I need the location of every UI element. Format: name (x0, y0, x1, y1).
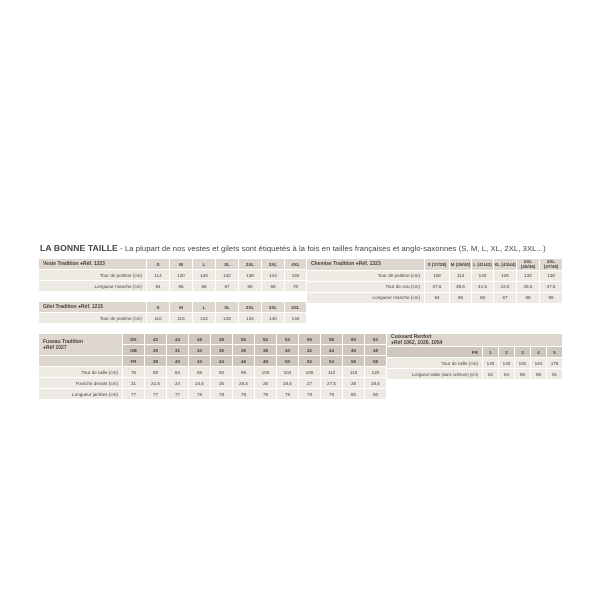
table-row (387, 369, 563, 380)
cell: 52 (299, 356, 321, 367)
row-label: Tour de poitrine (cm) (39, 270, 147, 281)
table-name: Veste Tradition (43, 261, 79, 267)
row-label: Tour de taille (cm) (387, 358, 483, 369)
col-head: 3 (515, 347, 531, 358)
cell: 138 (540, 270, 563, 281)
table-row (307, 270, 563, 281)
table-row (39, 378, 387, 389)
col-head: XL (216, 302, 239, 313)
table-cuissard-renfort (386, 333, 563, 380)
cell: 120 (170, 270, 193, 281)
cell: 108 (425, 270, 450, 281)
table-name: Chemise Tradition (311, 261, 355, 268)
table-row-header (39, 302, 307, 313)
cell: 92 (211, 367, 233, 378)
table-ref: Réf. 1215 (81, 304, 104, 310)
size-system-label: GB (123, 345, 145, 356)
table-row-header (39, 356, 387, 367)
cell: 67 (494, 292, 517, 303)
cell: 58 (365, 356, 387, 367)
cell: 28,5 (365, 378, 387, 389)
page-title-rest: - La plupart de nos vestes et gilets sont étiquetés à la fois en tailles françaises et anglo-saxonnes (S, M, L, XL, 2XL, 3XL...) (117, 244, 546, 253)
cell: 77 (145, 389, 167, 400)
table-row (387, 358, 563, 369)
row-label: Longueur totale (sans ceinture) (cm) (387, 369, 483, 380)
cell: 120 (365, 367, 387, 378)
table-gilet-tradition (38, 301, 307, 324)
cell: 28 (343, 378, 365, 389)
cell: 116 (343, 367, 365, 378)
empty-cell (39, 356, 123, 367)
cell: 47,5 (540, 281, 563, 292)
bullet-icon: ● (355, 261, 359, 268)
cell: 80 (365, 389, 387, 400)
table-ref: Réf. 1323 (83, 261, 105, 267)
cell: 120 (472, 270, 494, 281)
cell: 46 (343, 345, 365, 356)
cell: 24,5 (189, 378, 211, 389)
cell: 21,5 (145, 378, 167, 389)
left-column-top (38, 258, 306, 324)
table-row (307, 281, 563, 292)
cell: 43,5 (494, 281, 517, 292)
row-label: Longueur manche (cm) (39, 281, 147, 292)
cell: 68 (517, 292, 540, 303)
cell: 116 (170, 313, 193, 324)
cell: 146 (285, 313, 307, 324)
size-system-label: FR (387, 347, 483, 358)
bottom-row (38, 333, 562, 400)
cell: 132 (517, 270, 540, 281)
cell: 60 (343, 334, 365, 345)
cell: 150 (285, 270, 307, 281)
size-system-label: DK (123, 334, 145, 345)
col-head: S (147, 259, 170, 270)
cell: 27,5 (321, 378, 343, 389)
cell: 54 (321, 356, 343, 367)
col-head: S (147, 302, 170, 313)
cell: 77 (167, 389, 189, 400)
cell: 39,5 (450, 281, 472, 292)
cell: 68 (239, 281, 262, 292)
table-row-header (39, 334, 387, 345)
col-head: 3XL (262, 302, 285, 313)
cell: 26,5 (277, 378, 299, 389)
cell: 30 (145, 345, 167, 356)
cell: 66 (193, 281, 216, 292)
table-row (39, 313, 307, 324)
cell: 35 (211, 345, 233, 356)
cell: 25,5 (233, 378, 255, 389)
right-column-top (306, 258, 562, 304)
table-row (39, 270, 307, 281)
table-name: Fuseau Tradition (43, 338, 84, 345)
cell: 36 (233, 345, 255, 356)
table-ref: Réf 1062, 1026, 1054 (394, 340, 443, 346)
cell: 69 (540, 292, 563, 303)
cell: 152 (515, 358, 531, 369)
cell: 91 (547, 369, 563, 380)
cell: 79 (321, 389, 343, 400)
page-title (38, 243, 562, 258)
cell: 26 (255, 378, 277, 389)
col-head: S (37/38) (425, 259, 450, 271)
table-row (307, 292, 563, 303)
cell: 69 (262, 281, 285, 292)
cell: 46 (189, 334, 211, 345)
spacer (38, 292, 306, 301)
table-veste-tradition (38, 258, 307, 292)
col-head: 2XL (239, 302, 262, 313)
cell: 58 (321, 334, 343, 345)
cell: 100 (255, 367, 277, 378)
cell: 88 (189, 367, 211, 378)
cell: 38 (255, 345, 277, 356)
cell: 50 (277, 356, 299, 367)
col-head: M (170, 259, 193, 270)
cell: 48 (211, 334, 233, 345)
col-head: 2 (499, 347, 515, 358)
cell: 50 (233, 334, 255, 345)
row-label: Longueur jambes (cm) (39, 389, 123, 400)
top-row (38, 258, 562, 324)
table-title-cell (39, 302, 147, 313)
cell: 122 (193, 313, 216, 324)
table-ref: Réf 1027 (46, 344, 67, 351)
cell: 33 (189, 345, 211, 356)
cell: 126 (193, 270, 216, 281)
cell: 79 (277, 389, 299, 400)
col-head: 4XL (285, 259, 307, 270)
col-head: XL (43/44) (494, 259, 517, 271)
cell: 112 (321, 367, 343, 378)
row-label: Tour de cou (cm) (307, 281, 425, 292)
cell: 144 (262, 270, 285, 281)
table-name: Cuissard Renfort (391, 334, 432, 340)
cell: 52 (255, 334, 277, 345)
cell: 48 (365, 345, 387, 356)
cell: 42 (145, 334, 167, 345)
cell: 41,5 (472, 281, 494, 292)
cell: 54 (277, 334, 299, 345)
size-guide-sheet (38, 243, 562, 400)
cell: 25 (211, 378, 233, 389)
cell: 80 (343, 389, 365, 400)
cell: 42 (299, 345, 321, 356)
cell: 44 (167, 334, 189, 345)
table-fuseau-tradition (38, 333, 387, 400)
cell: 62 (365, 334, 387, 345)
row-label: Fourche devant (cm) (39, 378, 123, 389)
cell: 56 (299, 334, 321, 345)
cell: 80 (145, 367, 167, 378)
cell: 132 (216, 270, 239, 281)
cell: 45,5 (517, 281, 540, 292)
table-row (39, 281, 307, 292)
cell: 27 (299, 378, 321, 389)
cell: 128 (216, 313, 239, 324)
bullet-icon: ● (78, 304, 82, 310)
cell: 78 (189, 389, 211, 400)
col-head: 1 (483, 347, 499, 358)
bullet-icon: ● (79, 261, 83, 267)
table-row-header (307, 259, 563, 271)
table-chemise-tradition (306, 258, 563, 304)
cell: 64 (147, 281, 170, 292)
col-head: L (193, 259, 216, 270)
col-head: 3XL (47/48) (540, 259, 563, 271)
bullet-icon: ● (43, 344, 47, 351)
cell: 176 (547, 358, 563, 369)
cell: 64 (425, 292, 450, 303)
cell: 140 (499, 358, 515, 369)
col-head: 5 (547, 347, 563, 358)
table-row-header (39, 259, 307, 270)
cell: 48 (255, 356, 277, 367)
col-head: 2XL (45/46) (517, 259, 540, 271)
cell: 84 (499, 369, 515, 380)
cell: 44 (321, 345, 343, 356)
page-title-strong: LA BONNE TAILLE (40, 243, 118, 253)
cell: 46 (233, 356, 255, 367)
cell: 78 (211, 389, 233, 400)
cell: 79 (255, 389, 277, 400)
row-label: Tour de poitrine (cm) (39, 313, 147, 324)
table-title-cell (39, 334, 123, 356)
table-row (39, 389, 387, 400)
table-row-header (387, 334, 563, 347)
cell: 114 (147, 270, 170, 281)
cell: 38 (145, 356, 167, 367)
cell: 96 (233, 367, 255, 378)
cell: 104 (277, 367, 299, 378)
cell: 65 (170, 281, 193, 292)
cell: 40 (277, 345, 299, 356)
table-title-cell (307, 259, 425, 271)
cell: 70 (285, 281, 307, 292)
cell: 82 (483, 369, 499, 380)
cell: 56 (343, 356, 365, 367)
left-column-bottom (38, 333, 386, 400)
cell: 21 (123, 378, 145, 389)
table-name: Gilet Tradition (43, 304, 77, 310)
table-title-cell (39, 259, 147, 270)
cell: 67 (216, 281, 239, 292)
cell: 37,5 (425, 281, 450, 292)
cell: 134 (239, 313, 262, 324)
cell: 44 (211, 356, 233, 367)
bullet-icon: ● (391, 340, 395, 346)
col-head: L (193, 302, 216, 313)
cell: 114 (450, 270, 472, 281)
cell: 88 (531, 369, 547, 380)
cell: 65 (450, 292, 472, 303)
col-head: 2XL (239, 259, 262, 270)
cell: 138 (239, 270, 262, 281)
row-label: Tour de taille (cm) (39, 367, 123, 378)
table-row (39, 367, 387, 378)
cell: 126 (494, 270, 517, 281)
cell: 76 (123, 367, 145, 378)
cell: 110 (147, 313, 170, 324)
cell: 66 (472, 292, 494, 303)
table-ref: Réf. 1323 (358, 261, 381, 268)
cell: 24 (167, 378, 189, 389)
cell: 42 (189, 356, 211, 367)
cell: 77 (123, 389, 145, 400)
cell: 84 (167, 367, 189, 378)
cell: 79 (299, 389, 321, 400)
col-head: 4XL (285, 302, 307, 313)
col-head: L (41/42) (472, 259, 494, 271)
cell: 40 (167, 356, 189, 367)
col-head: M (170, 302, 193, 313)
cell: 164 (531, 358, 547, 369)
spacer (38, 324, 562, 333)
col-head: M (39/40) (450, 259, 472, 271)
col-head: XL (216, 259, 239, 270)
col-head: 3XL (262, 259, 285, 270)
cell: 31 (167, 345, 189, 356)
col-head: 4 (531, 347, 547, 358)
cell: 128 (483, 358, 499, 369)
cell: 78 (233, 389, 255, 400)
row-label: Tour de poitrine (cm) (307, 270, 425, 281)
cell: 86 (515, 369, 531, 380)
size-system-label: FR (123, 356, 145, 367)
row-label: Longueur manche (cm) (307, 292, 425, 303)
table-row-header (387, 347, 563, 358)
right-column-bottom (386, 333, 562, 380)
cell: 140 (262, 313, 285, 324)
table-title-cell (387, 334, 563, 347)
cell: 108 (299, 367, 321, 378)
